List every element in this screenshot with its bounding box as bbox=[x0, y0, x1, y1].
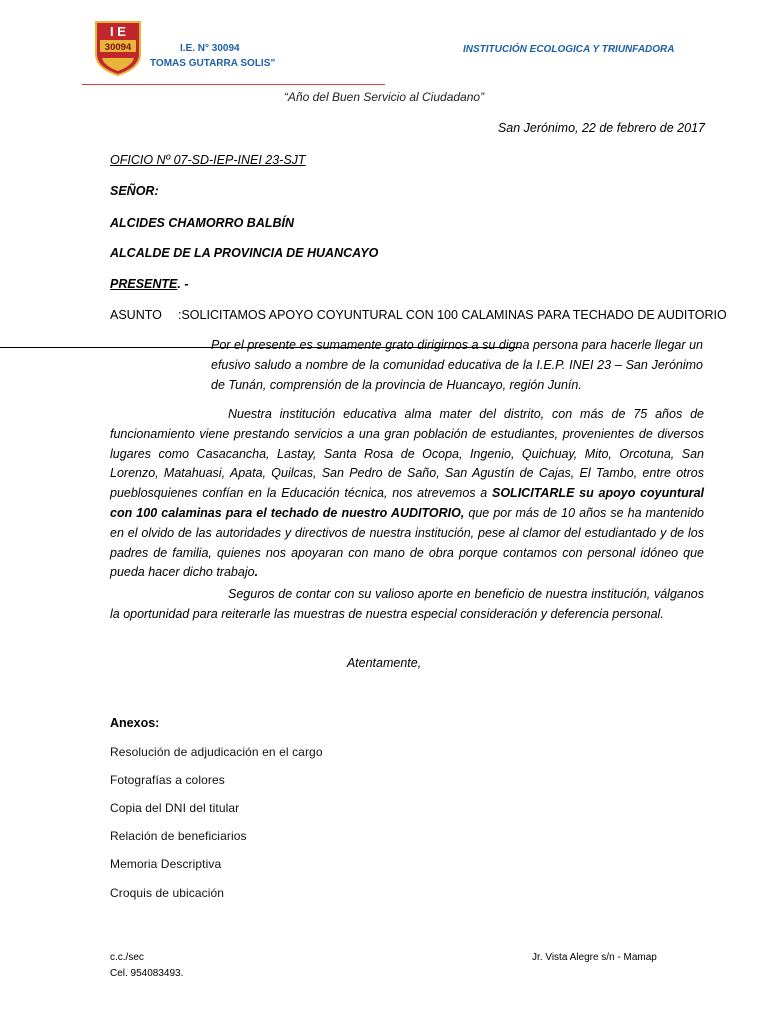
subject-text: :SOLICITAMOS APOYO COYUNTURAL CON 100 CALAMINAS PARA TECHADO DE AUDITORIO bbox=[178, 308, 727, 322]
salutation: SEÑOR: bbox=[110, 184, 159, 198]
crest-letters: I E bbox=[110, 24, 126, 39]
paragraph-closing-text: Seguros de contar con su valioso aporte en beneficio de nuestra institución, válganos la oportunidad para reiterarle las muestras de nuestra especial consideración y deferencia personal. bbox=[110, 587, 704, 621]
presente-suffix: . - bbox=[177, 277, 189, 291]
footer-cc: c.c./sec bbox=[110, 952, 144, 963]
recipient-name: ALCIDES CHAMORRO BALBÍN bbox=[110, 216, 295, 230]
anexo-item: Fotografías a colores bbox=[110, 773, 225, 787]
school-crest-logo bbox=[94, 20, 142, 76]
crest-number: 30094 bbox=[104, 42, 132, 53]
year-name: “Año del Buen Servicio al Ciudadano” bbox=[283, 90, 485, 104]
anexo-item: Copia del DNI del titular bbox=[110, 801, 240, 815]
footer-phone: Cel. 954083493. bbox=[110, 968, 184, 979]
anexo-item: Resolución de adjudicación en el cargo bbox=[110, 745, 323, 759]
paragraph-request-part2: que por más de 10 años se ha mantenido en el olvido de las autoridades y directivos de nuestra institución, pese al clamor del estudiantado y de los padres de familia, quienes nos apoyaran con mano de obra porque contamos con personal idóneo que pueda hacer dicho trabajo bbox=[110, 505, 704, 580]
institution-name: TOMAS GUTARRA SOLIS” bbox=[150, 58, 276, 69]
institution-motto: INSTITUCIÓN ECOLOGICA Y TRIUNFADORA bbox=[463, 44, 675, 55]
paragraph-request-bold: SOLICITARLE su apoyo coyuntural con 100 calaminas para el techado de nuestro AUDITORIO, bbox=[110, 486, 704, 520]
subject-label: ASUNTO bbox=[110, 308, 162, 322]
institution-number: I.E. N° 30094 bbox=[180, 43, 240, 54]
anexo-item: Croquis de ubicación bbox=[110, 886, 225, 900]
paragraph-request-end: . bbox=[254, 565, 259, 580]
footer-address: Jr. Vista Alegre s/n - Mamap bbox=[532, 952, 657, 963]
subject-line bbox=[110, 308, 727, 322]
presente-line bbox=[110, 277, 189, 291]
paragraph-greeting: Por el presente es sumamente grato dirigirnos a su digna persona para hacerle llegar un efusivo saludo a nombre de la comunidad educativa de la I.E.P. INEI 23 – San Jerónimo de Tunán, comprensión de la provincia de Huancayo, región Junín. bbox=[211, 338, 703, 392]
anexos-title: Anexos: bbox=[110, 716, 160, 730]
anexo-item: Relación de beneficiarios bbox=[110, 829, 247, 843]
paragraph-closing bbox=[110, 585, 704, 625]
paragraph-request bbox=[110, 405, 704, 583]
closing-salutation: Atentamente, bbox=[346, 656, 422, 670]
paragraph-request-part1: Nuestra institución educativa alma mater del distrito, con más de 75 años de funcionamiento viene prestando servicios a una gran población de estudiantes, provenientes de diversos lugares como Casacancha, Lastay, Santa Rosa de Ocopa, Ingenio, Quichuay, Mito, Orcotuna, San Lorenzo, Matahuasi, Apata, Quilcas, San Pedro de Saño, San Agustín de Cajas, El Tambo, entre otros pueblosquienes confían en la Educación técnica, nos atrevemos a bbox=[110, 407, 704, 501]
header-divider bbox=[82, 84, 385, 85]
recipient-title: ALCALDE DE LA PROVINCIA DE HUANCAYO bbox=[110, 246, 379, 260]
anexo-item: Memoria Descriptiva bbox=[110, 857, 222, 871]
presente-word: PRESENTE bbox=[110, 277, 178, 291]
oficio-number: OFICIO Nº 07-SD-IEP-INEI 23-SJT bbox=[110, 153, 306, 167]
letter-date: San Jerónimo, 22 de febrero de 2017 bbox=[497, 121, 705, 135]
